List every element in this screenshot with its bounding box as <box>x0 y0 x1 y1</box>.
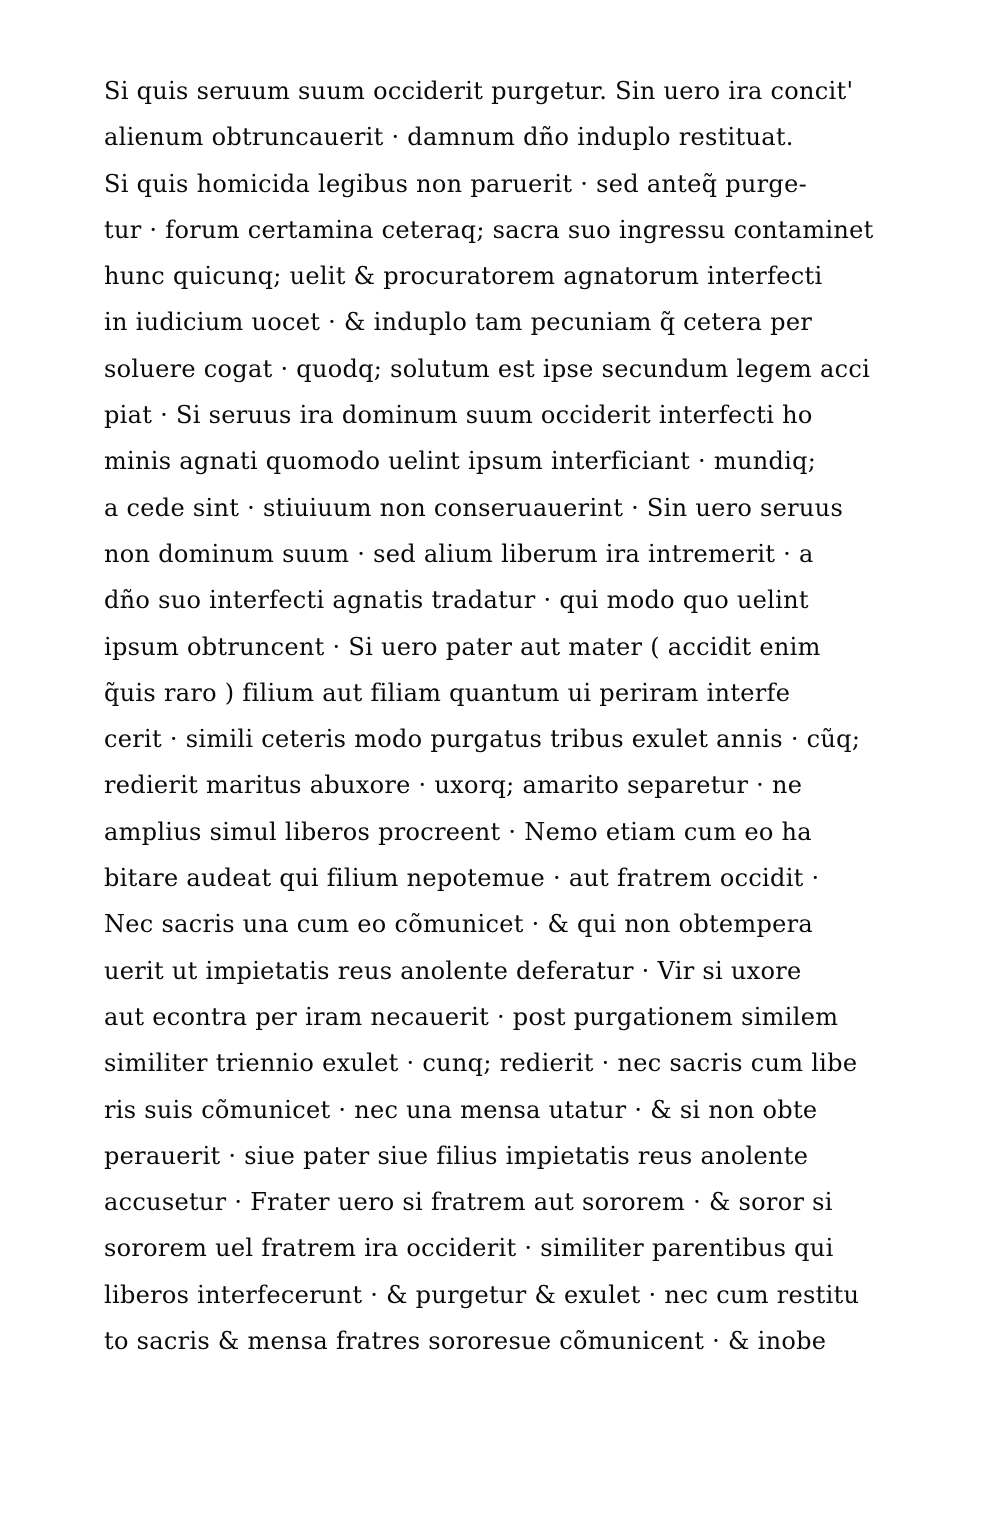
manuscript-line: Si quis seruum suum occiderit purgetur. Sin uero ira concit' <box>104 77 854 105</box>
manuscript-line: perauerit · siue pater siue filius impietatis reus anolente <box>104 1141 809 1170</box>
manuscript-line: uerit ut impietatis reus anolente deferatur · Vir si uxore <box>104 956 802 985</box>
manuscript-line: Nec sacris una cum eo cõmunicet · & qui non obtempera <box>104 910 814 939</box>
manuscript-line: aut econtra per iram necauerit · post purgationem similem <box>104 1002 839 1031</box>
manuscript-line: similiter triennio exulet · cunq; redierit · nec sacris cum libe <box>104 1049 858 1078</box>
manuscript-line: ipsum obtruncent · Si uero pater aut mater ( accidit enim <box>104 632 821 661</box>
manuscript-line: accusetur · Frater uero si fratrem aut sororem · & soror si <box>104 1188 833 1217</box>
manuscript-line: liberos interfecerunt · & purgetur & exulet · nec cum restitu <box>104 1280 860 1309</box>
manuscript-line: sororem uel fratrem ira occiderit · similiter parentibus qui <box>104 1234 834 1263</box>
manuscript-line: in iudicium uocet · & induplo tam pecuniam q̃ cetera per <box>104 308 813 337</box>
manuscript-line: ris suis cõmunicet · nec una mensa utatur · & si non obte <box>104 1095 818 1124</box>
manuscript-line: to sacris & mensa fratres sororesue cõmunicent · & inobe <box>104 1327 827 1356</box>
manuscript-line: piat · Si seruus ira dominum suum occiderit interfecti ho <box>104 401 813 430</box>
manuscript-line: minis agnati quomodo uelint ipsum interficiant · mundiq; <box>104 447 817 476</box>
manuscript-line: q̃uis raro ) filium aut filiam quantum ui periram interfe <box>104 678 791 707</box>
manuscript-line: non dominum suum · sed alium liberum ira intremerit · a <box>104 539 814 568</box>
manuscript-line: alienum obtruncauerit · damnum dño induplo restituat. <box>104 123 794 152</box>
manuscript-line: dño suo interfecti agnatis tradatur · qui modo quo uelint <box>104 586 809 615</box>
manuscript-line: tur · forum certamina ceteraq; sacra suo ingressu contaminet <box>104 215 874 244</box>
manuscript-line: a cede sint · stiuiuum non conseruauerint · Sin uero seruus <box>104 493 844 522</box>
manuscript-line: amplius simul liberos procreent · Nemo etiam cum eo ha <box>104 817 812 846</box>
manuscript-text-block <box>104 68 984 1364</box>
manuscript-line: bitare audeat qui filium nepotemue · aut fratrem occidit · <box>104 864 820 893</box>
manuscript-line: redierit maritus abuxore · uxorq; amarito separetur · ne <box>104 771 803 800</box>
manuscript-line: hunc quicunq; uelit & procuratorem agnatorum interfecti <box>104 262 823 291</box>
manuscript-line: Si quis homicida legibus non paruerit · sed anteq̃ purge- <box>104 169 807 198</box>
manuscript-line: soluere cogat · quodq; solutum est ipse secundum legem acci <box>104 354 871 383</box>
manuscript-line: cerit · simili ceteris modo purgatus tribus exulet annis · cũq; <box>104 725 861 754</box>
